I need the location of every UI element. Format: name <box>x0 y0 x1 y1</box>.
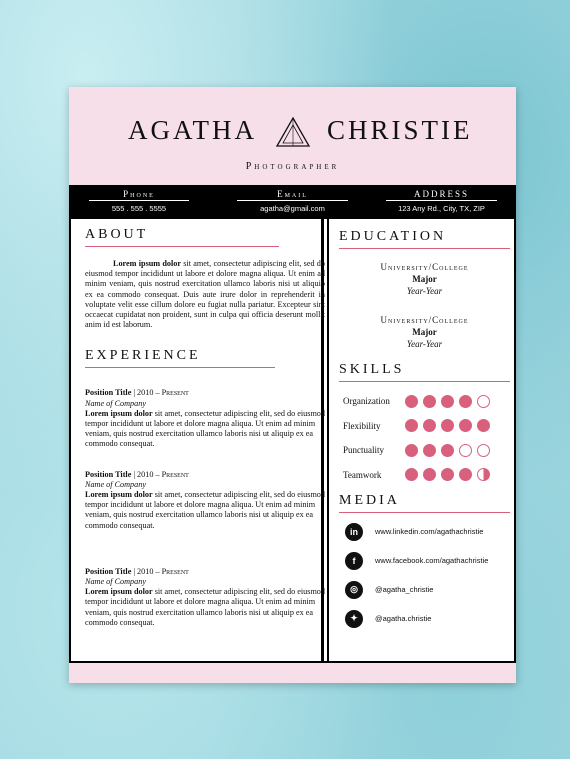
address-value: 123 Any Rd., City, TX, ZIP <box>398 204 485 213</box>
job-entry-1 <box>85 388 325 449</box>
resume-footer <box>69 663 516 683</box>
job-company: Name of Company <box>85 479 146 489</box>
job-title: Position Title <box>85 469 132 479</box>
skill-dot <box>423 468 436 481</box>
job-entry-3 <box>85 567 325 628</box>
phone-label: Phone <box>89 189 189 201</box>
skills-title: SKILLS <box>339 362 510 382</box>
linkedin-icon: in <box>345 523 363 541</box>
skill-rating <box>405 419 490 432</box>
skill-dot <box>423 419 436 432</box>
skill-row <box>343 463 510 488</box>
skill-dot <box>459 419 472 432</box>
skill-dot <box>477 395 490 408</box>
phone-block <box>89 189 189 213</box>
left-frame-line <box>69 219 71 661</box>
media-text[interactable]: @agatha_christie <box>375 585 434 594</box>
edu-years: Year-Year <box>406 339 443 349</box>
resume-header <box>69 87 516 185</box>
experience-title: EXPERIENCE <box>85 348 275 368</box>
media-list <box>339 517 510 633</box>
job-role: Photographer <box>245 161 340 172</box>
media-title: MEDIA <box>339 493 510 513</box>
media-text[interactable]: @agatha.christie <box>375 614 432 623</box>
skill-rating <box>405 395 490 408</box>
twitter-icon: ✦ <box>345 610 363 628</box>
skill-dot <box>441 395 454 408</box>
about-body: sit amet, consectetur adipiscing elit, sed do eiusmod tempor incididunt ut labore et dolore magna aliqua. Ut enim ad minim veniam, quis nostrud exercitation ullamco laboris nisi ut aliquip ex ea commodo consequat. Duis aute irure dolor in reprehenderit in voluptate velit esse cillum dolore eu fugiat nulla pariatur. Excepteur sint occaecat cupidatat non proident, sunt in culpa qui officia deserunt mollit anim id est laborum. <box>85 259 325 330</box>
skill-dot <box>477 444 490 457</box>
email-value[interactable]: agatha@gmail.com <box>260 204 325 213</box>
job-description <box>85 409 325 450</box>
media-item-instagram[interactable] <box>345 575 510 604</box>
edu-school: University/College <box>380 315 469 325</box>
skill-row <box>343 414 510 439</box>
education-entry-1 <box>339 261 510 297</box>
about-text <box>85 259 325 330</box>
skill-dot <box>423 444 436 457</box>
resume-page <box>69 87 516 683</box>
right-column <box>339 219 510 633</box>
edu-major: Major <box>412 274 437 284</box>
skill-row <box>343 438 510 463</box>
contact-bar <box>69 185 516 219</box>
job-entry-2 <box>85 470 325 531</box>
first-name: AGATHA <box>128 115 257 145</box>
media-text[interactable]: www.linkedin.com/agathachristie <box>375 527 484 536</box>
job-dates: | 2010 – Present <box>131 566 189 576</box>
job-description <box>85 587 325 628</box>
phone-value: 555 . 555 . 5555 <box>111 204 167 213</box>
address-label: ADDRESS <box>386 189 497 201</box>
job-company: Name of Company <box>85 398 146 408</box>
job-company: Name of Company <box>85 577 146 587</box>
skill-dot <box>441 468 454 481</box>
education-title: EDUCATION <box>339 229 510 249</box>
edu-major: Major <box>412 327 437 337</box>
skill-dot <box>441 419 454 432</box>
job-lead: Lorem ipsum dolor <box>85 587 153 597</box>
email-block <box>237 189 348 213</box>
skill-dot <box>441 444 454 457</box>
media-item-linkedin[interactable] <box>345 517 510 546</box>
about-title: ABOUT <box>85 227 279 247</box>
about-lead: Lorem ipsum dolor <box>113 259 182 268</box>
skill-dot <box>459 468 472 481</box>
last-name: CHRISTIE <box>327 115 473 145</box>
facebook-icon: f <box>345 552 363 570</box>
job-body: sit amet, consectetur adipiscing elit, sed do eiusmod tempor incididunt ut labore et dolore magna aliqua. Ut enim ad minim veniam, quis nostrud exercitation ullamco laboris nisi ut aliquip ex ea commodo consequat. <box>85 490 325 530</box>
email-label: Email <box>237 189 348 201</box>
skill-dot <box>405 444 418 457</box>
skills-list <box>339 389 510 487</box>
skill-dot <box>423 395 436 408</box>
column-divider-right <box>327 219 329 661</box>
skill-dot <box>405 395 418 408</box>
job-body: sit amet, consectetur adipiscing elit, sed do eiusmod tempor incididunt ut labore et dolore magna aliqua. Ut enim ad minim veniam, quis nostrud exercitation ullamco laboris nisi ut aliquip ex ea commodo consequat. <box>85 587 325 627</box>
skill-rating <box>405 468 490 481</box>
skill-name: Organization <box>343 396 390 407</box>
edu-years: Year-Year <box>406 286 443 296</box>
skill-dot <box>477 468 490 481</box>
instagram-icon: ◎ <box>345 581 363 599</box>
right-frame-line <box>514 219 516 661</box>
skill-name: Flexibility <box>343 420 381 431</box>
media-item-twitter[interactable] <box>345 604 510 633</box>
skill-dot <box>405 468 418 481</box>
skill-name: Punctuality <box>343 445 384 456</box>
job-lead: Lorem ipsum dolor <box>85 490 153 500</box>
address-block <box>386 189 497 213</box>
job-body: sit amet, consectetur adipiscing elit, sed do eiusmod tempor incididunt ut labore et dolore magna aliqua. Ut enim ad minim veniam, quis nostrud exercitation ullamco laboris nisi ut aliquip ex ea commodo consequat. <box>85 408 325 449</box>
media-item-facebook[interactable] <box>345 546 510 575</box>
job-description <box>85 490 325 531</box>
job-title: Position Title <box>85 388 132 398</box>
left-column <box>85 219 325 628</box>
skill-dot <box>405 419 418 432</box>
skill-name: Teamwork <box>343 469 382 480</box>
job-title: Position Title <box>85 566 132 576</box>
skill-dot <box>459 444 472 457</box>
skill-rating <box>405 444 490 457</box>
job-dates: | 2010 – Present <box>131 388 189 398</box>
education-entry-2 <box>339 314 510 350</box>
edu-school: University/College <box>380 262 469 272</box>
triangle-logo-icon <box>275 115 311 149</box>
job-lead: Lorem ipsum dolor <box>85 408 153 418</box>
skill-dot <box>477 419 490 432</box>
skill-dot <box>459 395 472 408</box>
job-dates: | 2010 – Present <box>131 469 189 479</box>
skill-row <box>343 389 510 414</box>
media-text[interactable]: www.facebook.com/agathachristie <box>375 556 489 565</box>
